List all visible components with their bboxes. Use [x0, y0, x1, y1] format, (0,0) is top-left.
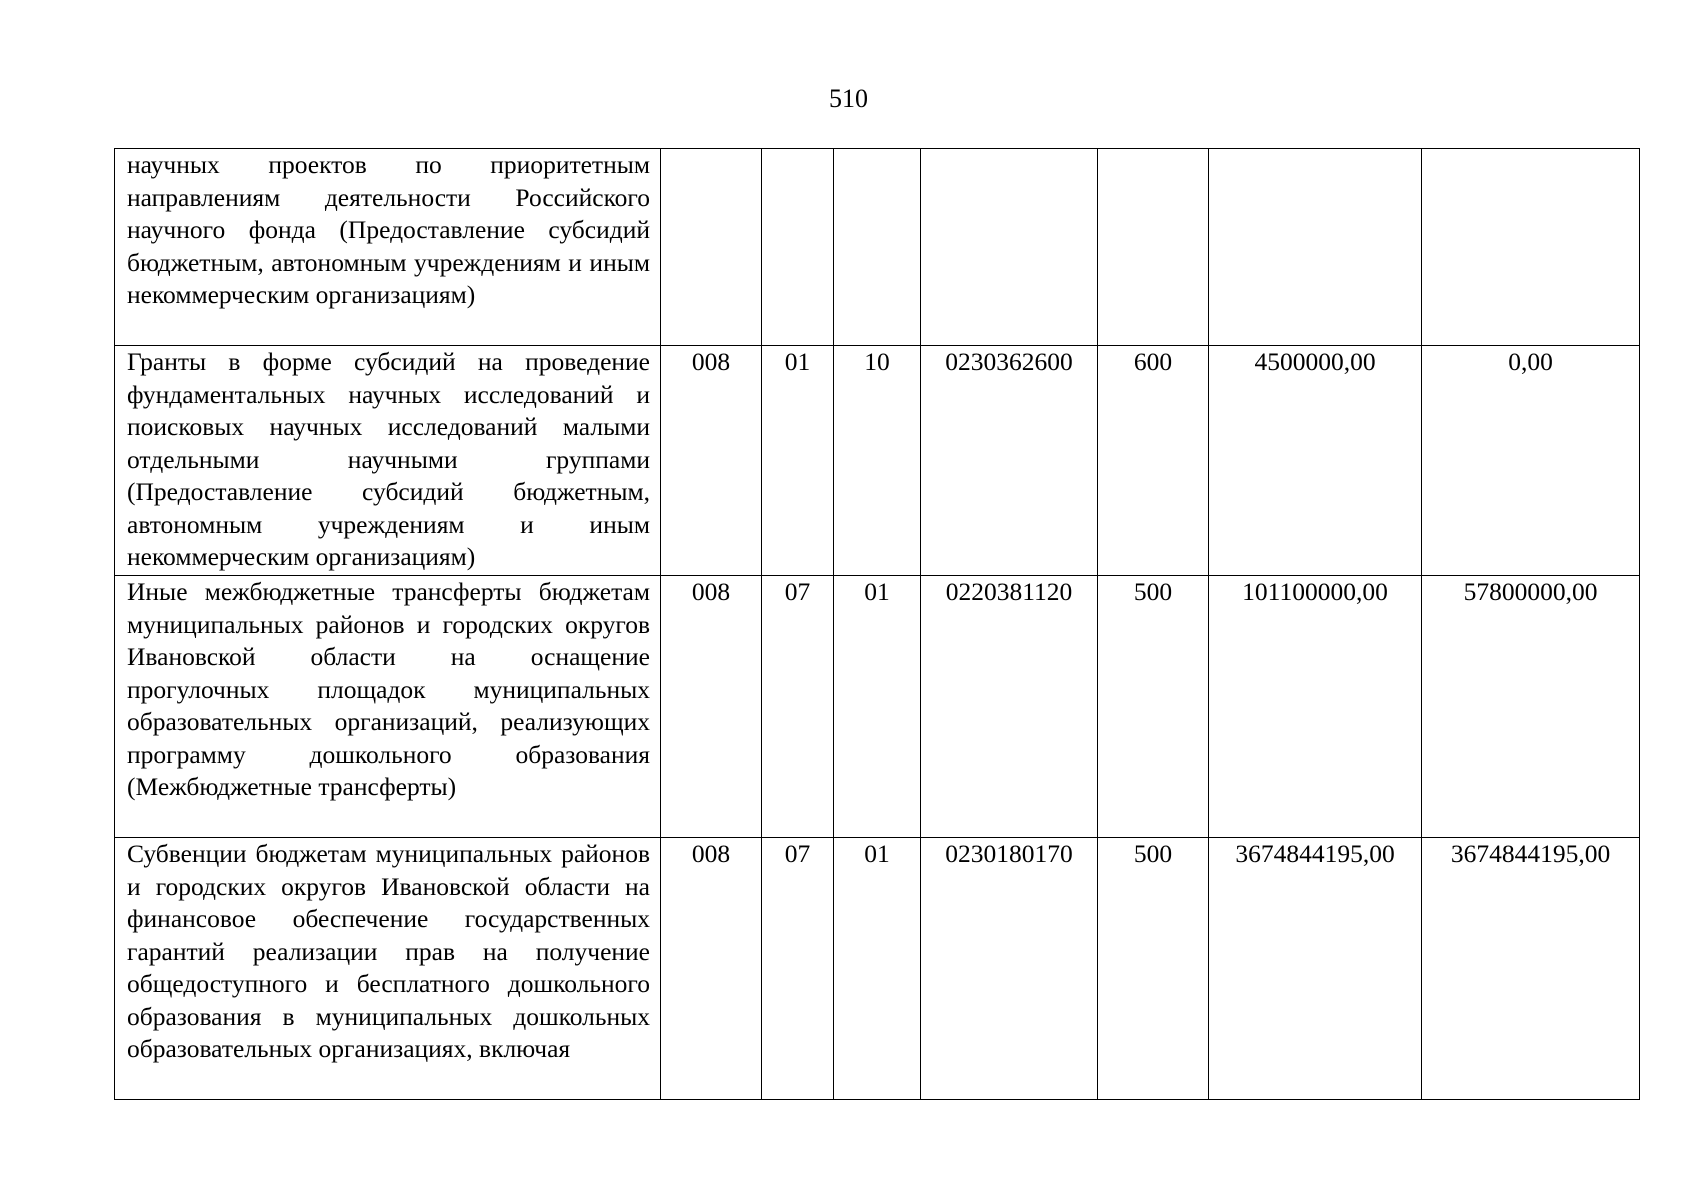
row-description-cell	[115, 576, 661, 838]
page-number: 510	[829, 84, 868, 113]
table-row	[115, 576, 1640, 838]
amount-2-cell	[1422, 838, 1640, 1100]
target-article-cell	[921, 149, 1098, 346]
expense-type-cell	[1098, 346, 1209, 576]
section-cell	[762, 838, 834, 1100]
subsection-cell	[834, 346, 921, 576]
amount-1-cell	[1209, 838, 1422, 1100]
ministry-cell	[661, 346, 762, 576]
subsection-cell	[834, 838, 921, 1100]
section-code: 07	[784, 839, 811, 868]
subsection-cell	[834, 576, 921, 838]
ministry-code: 008	[691, 347, 731, 376]
row-description: Гранты в форме субсидий на проведение фундаментальных научных исследований и поисковых научных исследований малыми отдельными научными группами (Предоставление субсидий бюджетным, автономным учреждениям и иным некоммерческим организациям)	[127, 347, 650, 571]
target-article-cell	[921, 576, 1098, 838]
subsection-code: 10	[864, 347, 890, 376]
section-cell	[762, 149, 834, 346]
target-article-cell	[921, 346, 1098, 576]
expense-type-cell	[1098, 838, 1209, 1100]
expense-type-cell	[1098, 576, 1209, 838]
expense-type-code: 500	[1133, 577, 1173, 606]
amount-2: 57800000,00	[1463, 577, 1598, 606]
ministry-cell	[661, 149, 762, 346]
row-description-cell	[115, 838, 661, 1100]
expense-type-code: 600	[1133, 347, 1173, 376]
target-article-code: 0220381120	[945, 577, 1073, 606]
subsection-code: 01	[864, 839, 890, 868]
amount-1-cell	[1209, 576, 1422, 838]
row-description-cell	[115, 346, 661, 576]
target-article-code: 0230180170	[945, 839, 1073, 868]
table-row	[115, 838, 1640, 1100]
row-description: Субвенции бюджетам муниципальных районов и городских округов Ивановской области на финансовое обеспечение государственных гарантий реализации прав на получение общедоступного и бесплатного дошкольного образования в муниципальных дошкольных образовательных организациях, включая	[127, 839, 650, 1063]
amount-1-cell	[1209, 346, 1422, 576]
amount-1: 101100000,00	[1242, 577, 1388, 606]
ministry-code: 008	[691, 839, 731, 868]
amount-2: 3674844195,00	[1450, 839, 1611, 868]
budget-table	[114, 148, 1640, 1100]
amount-2: 0,00	[1508, 347, 1553, 376]
ministry-code: 008	[691, 577, 731, 606]
ministry-cell	[661, 838, 762, 1100]
subsection-code: 01	[864, 577, 890, 606]
amount-1: 4500000,00	[1254, 347, 1376, 376]
section-code: 01	[784, 347, 811, 376]
table-row	[115, 149, 1640, 346]
row-description: научных проектов по приоритетным направлениям деятельности Российского научного фонда (Предоставление субсидий бюджетным, автономным учреждениям и иным некоммерческим организациям)	[127, 150, 650, 309]
row-description: Иные межбюджетные трансферты бюджетам муниципальных районов и городских округов Ивановской области на оснащение прогулочных площадок муниципальных образовательных организаций, реализующих программу дошкольного образования (Межбюджетные трансферты)	[127, 577, 650, 801]
amount-1: 3674844195,00	[1235, 839, 1395, 868]
section-cell	[762, 346, 834, 576]
expense-type-code: 500	[1133, 839, 1173, 868]
row-description-cell	[115, 149, 661, 346]
section-code: 07	[784, 577, 811, 606]
target-article-cell	[921, 838, 1098, 1100]
target-article-code: 0230362600	[945, 347, 1073, 376]
amount-2-cell	[1422, 149, 1640, 346]
subsection-cell	[834, 149, 921, 346]
expense-type-cell	[1098, 149, 1209, 346]
section-cell	[762, 576, 834, 838]
table-row	[115, 346, 1640, 576]
amount-1-cell	[1209, 149, 1422, 346]
amount-2-cell	[1422, 576, 1640, 838]
amount-2-cell	[1422, 346, 1640, 576]
ministry-cell	[661, 576, 762, 838]
